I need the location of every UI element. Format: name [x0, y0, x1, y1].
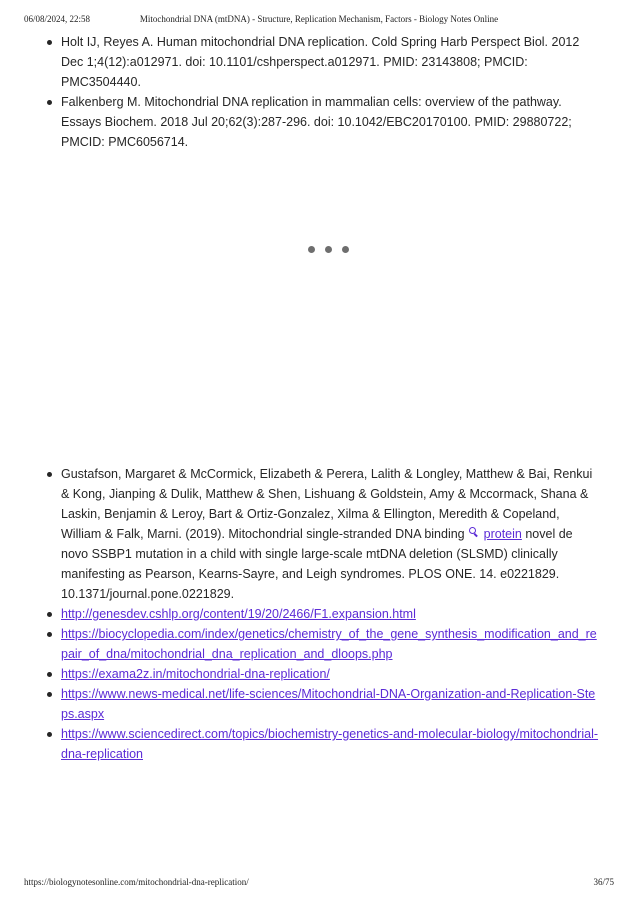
print-footer [24, 877, 614, 891]
link-item [44, 624, 600, 664]
link-item [44, 664, 600, 684]
reference-link[interactable]: https://www.sciencedirect.com/topics/biochemistry-genetics-and-molecular-biology/mitochondrial-dna-replication [61, 727, 599, 761]
print-url: https://biologynotesonline.com/mitochondrial-dna-replication/ [24, 877, 249, 887]
print-date: 06/08/2024, 22:58 [24, 14, 91, 24]
reference-text: Gustafson, Margaret & McCormick, Elizabeth & Perera, Lalith & Longley, Matthew & Bai, Renkui & Kong, Jianping & Dulik, Matthew & Shen, Lishuang & Goldstein, Amy & Mccormack, Shana & Laskin, Benjamin & Leroy, Bart & Ortiz-Gonzalez, Xilma & Ellington, Meredith & Copeland, William & Falk, Marni. (2019). Mitochondrial single-stranded DNA binding [61, 467, 593, 541]
print-page-title: Mitochondrial DNA (mtDNA) - Structure, Replication Mechanism, Factors - Biology Notes Online [139, 14, 499, 24]
loading-dot [325, 246, 332, 253]
reference-link[interactable]: https://biocyclopedia.com/index/genetics/chemistry_of_the_gene_synthesis_modification_and_repair_of_dna/mitochondrial_dna_replication_and_dloops.php [61, 627, 597, 661]
link-item [44, 604, 600, 624]
ad-loading-indicator [308, 246, 359, 254]
magnifier-icon [469, 527, 478, 537]
link-item [44, 724, 600, 764]
loading-dot [342, 246, 349, 253]
reference-list-bottom [44, 464, 600, 764]
reference-list-top [44, 32, 600, 152]
link-item [44, 684, 600, 724]
page-number: 36/75 [593, 877, 614, 887]
inline-ad-link[interactable] [465, 527, 522, 541]
reference-text-continued: novel de novo SSBP1 mutation in a child with single large-scale mtDNA deletion (SLSMD) clinically manifesting as Pearson, Kearns-Sayre, and Leigh syndromes. PLOS ONE. 14. e0221829. 10.1371/journal.pone.0221829. [61, 527, 573, 601]
reference-item-gustafson [44, 464, 600, 604]
protein-link[interactable]: protein [483, 527, 522, 541]
loading-dot [308, 246, 315, 253]
print-header [24, 14, 614, 28]
reference-item: Falkenberg M. Mitochondrial DNA replication in mammalian cells: overview of the pathway. Essays Biochem. 2018 Jul 20;62(3):287-296. doi: 10.1042/EBC20170100. PMID: 29880722; PMCID: PMC6056714. [44, 92, 600, 152]
reference-link[interactable]: http://genesdev.cshlp.org/content/19/20/2466/F1.expansion.html [61, 607, 416, 621]
reference-link[interactable]: https://examа2z.in/mitochondrial-dna-replication/ [61, 667, 330, 681]
reference-link[interactable]: https://www.news-medical.net/life-sciences/Mitochondrial-DNA-Organization-and-Replication-Steps.aspx [61, 687, 596, 721]
reference-item: Holt IJ, Reyes A. Human mitochondrial DNA replication. Cold Spring Harb Perspect Biol. 2012 Dec 1;4(12):a012971. doi: 10.1101/cshperspect.a012971. PMID: 23143808; PMCID: PMC3504440. [44, 32, 600, 92]
